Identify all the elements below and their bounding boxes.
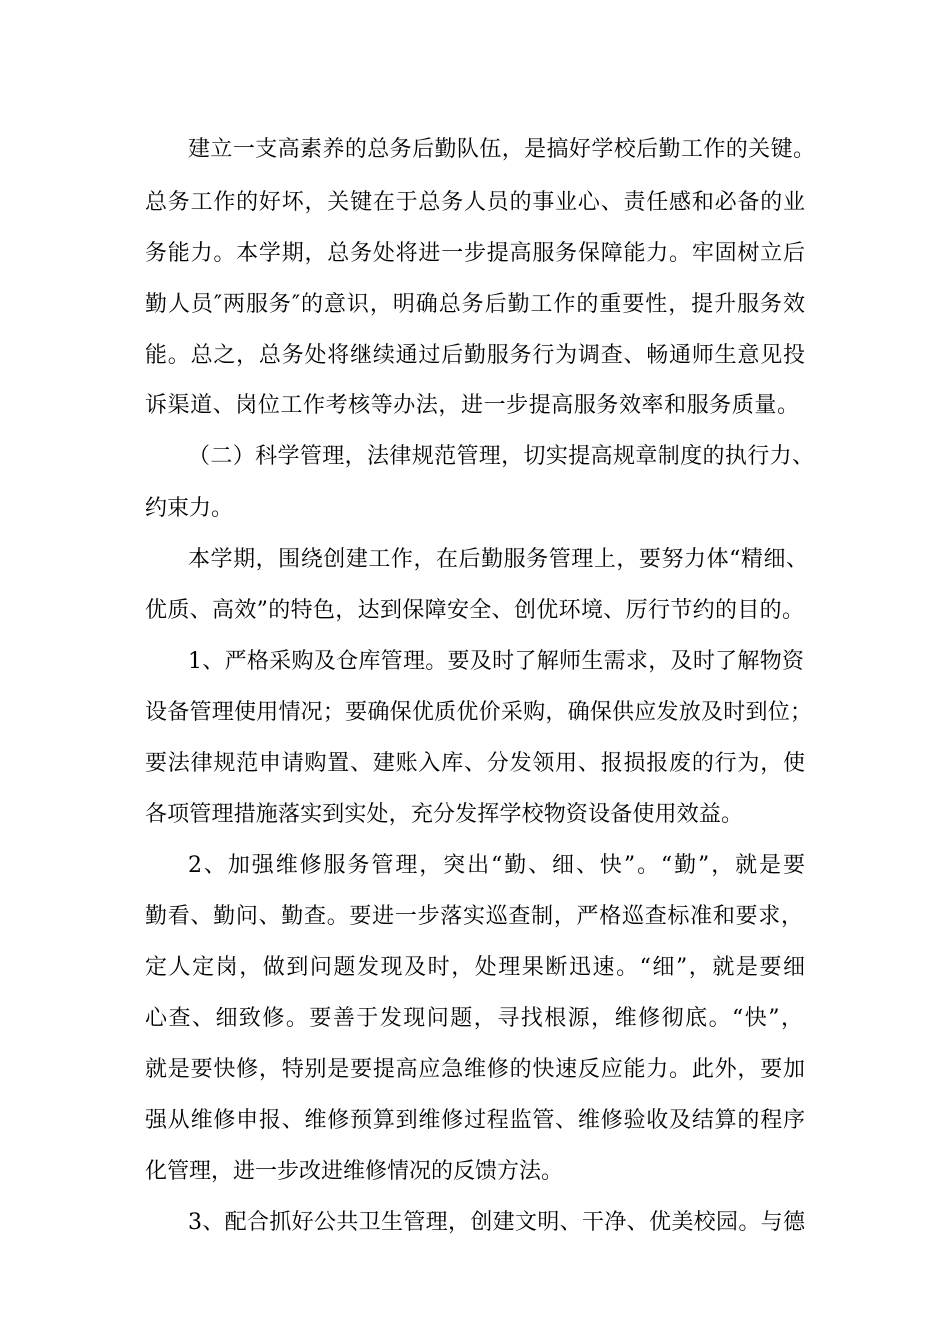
text-line-11: 1、严格采购及仓库管理。要及时了解师生需求，及时了解物资 xyxy=(188,649,804,674)
text-line-12: 设备管理使用情况；要确保优质优价采购，确保供应发放及时到位； xyxy=(145,700,812,725)
text-line-16: 勤看、勤问、勤查。要进一步落实巡查制，严格巡查标准和要求， xyxy=(145,904,803,929)
text-line-10: 优质、高效”的特色，达到保障安全、创优环境、厉行节约的目的。 xyxy=(145,598,804,623)
text-line-6: 诉渠道、岗位工作考核等办法，进一步提高服务效率和服务质量。 xyxy=(145,393,799,418)
text-line-22: 3、配合抓好公共卫生管理，创建文明、干净、优美校园。与德 xyxy=(188,1210,805,1235)
text-line-4: 勤人员″两服务″的意识，明确总务后勤工作的重要性，提升服务效 xyxy=(145,292,805,317)
text-line-5: 能。总之，总务处将继续通过后勤服务行为调查、畅通师生意见投 xyxy=(145,343,805,368)
text-line-19: 就是要快修，特别是要提高应急维修的快速反应能力。此外，要加 xyxy=(145,1057,805,1082)
text-line-3: 务能力。本学期，总务处将进一步提高服务保障能力。牢固树立后 xyxy=(145,241,805,266)
section-heading-line-2: 约束力。 xyxy=(145,496,234,521)
text-line-14: 各项管理措施落实到实处，充分发挥学校物资设备使用效益。 xyxy=(145,802,743,827)
text-line-15: 2、加强维修服务管理，突出“勤、细、快”。“勤”，就是要 xyxy=(188,853,805,878)
text-line-2: 总务工作的好坏，关键在于总务人员的事业心、责任感和必备的业 xyxy=(145,190,805,215)
text-line-9: 本学期，围绕创建工作，在后勤服务管理上，要努力体“精细、 xyxy=(188,547,808,572)
text-line-21: 化管理，进一步改进维修情况的反馈方法。 xyxy=(145,1159,564,1184)
text-line-17: 定人定岗，做到问题发现及时，处理果断迅速。“细”，就是要细 xyxy=(145,955,805,980)
text-line-20: 强从维修申报、维修预算到维修过程监管、维修验收及结算的程序 xyxy=(145,1108,805,1133)
text-line-13: 要法律规范申请购置、建账入库、分发领用、报损报废的行为，使 xyxy=(145,751,805,776)
text-line-18: 心查、细致修。要善于发现问题，寻找根源，维修彻底。“快”， xyxy=(145,1006,803,1031)
section-heading-line-1: （二）科学管理，法律规范管理，切实提高规章制度的执行力、 xyxy=(188,444,814,469)
text-line-1: 建立一支高素养的总务后勤队伍，是搞好学校后勤工作的关键。 xyxy=(188,137,815,162)
